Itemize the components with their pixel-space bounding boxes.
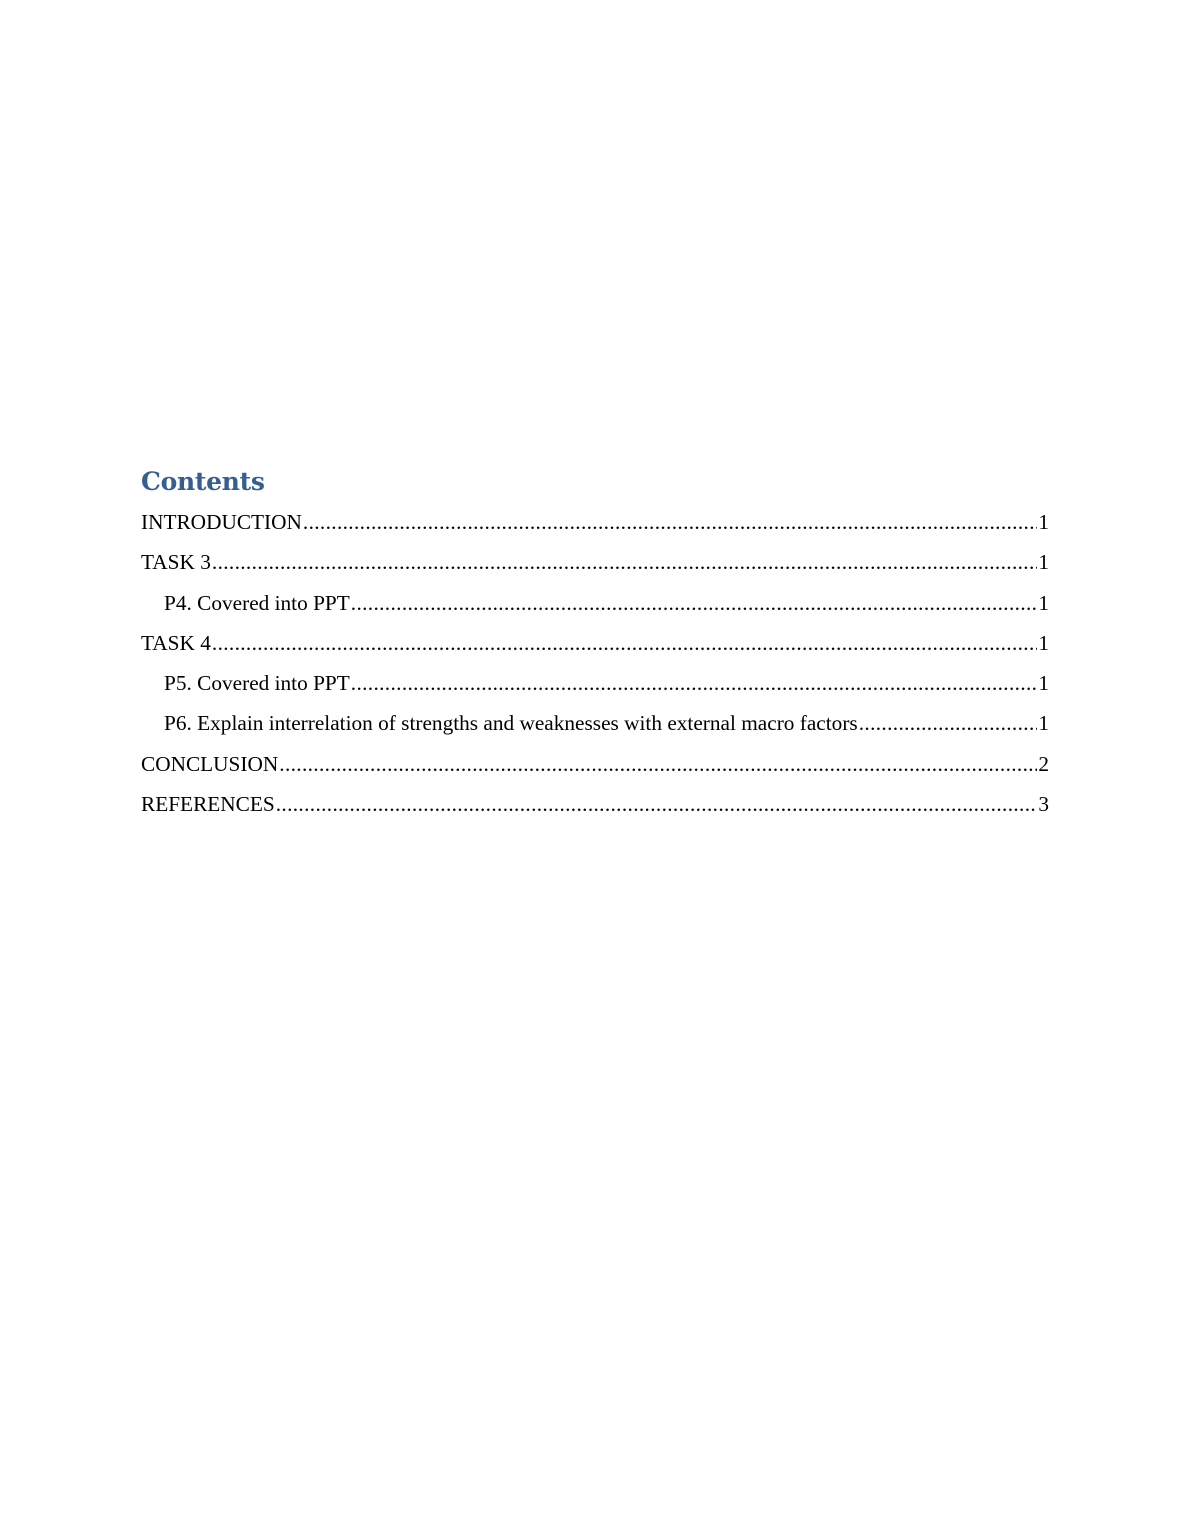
toc-entry-title: TASK 4 — [141, 630, 211, 655]
toc-entry-p4[interactable] — [141, 588, 1049, 628]
toc-page-number: 1 — [1038, 510, 1049, 534]
toc-page-number: 1 — [1038, 550, 1049, 575]
toc-dot-leader — [859, 708, 1038, 738]
toc-entry-p5[interactable] — [141, 668, 1049, 708]
toc-entry-task-3[interactable] — [141, 547, 1049, 587]
toc-page-number: 1 — [1038, 590, 1049, 615]
toc-entry-title: REFERENCES — [141, 792, 275, 817]
toc-dot-leader — [212, 628, 1037, 658]
toc-entry-task-4[interactable] — [141, 628, 1049, 668]
toc-entry-references[interactable] — [141, 789, 1049, 829]
toc-entry-title: P4. Covered into PPT — [164, 590, 350, 615]
toc-page-number: 3 — [1038, 792, 1049, 817]
toc-dot-leader — [351, 668, 1038, 698]
toc-entry-p6[interactable] — [141, 708, 1049, 748]
toc-entry-title: INTRODUCTION — [141, 510, 302, 534]
toc-entry-title: TASK 3 — [141, 550, 211, 575]
toc-dot-leader — [279, 749, 1037, 779]
toc-page-number: 1 — [1038, 671, 1049, 696]
toc-entry-introduction[interactable] — [141, 507, 1049, 547]
toc-entry-title: P6. Explain interrelation of strengths and weaknesses with external macro factors — [164, 711, 858, 736]
toc-dot-leader — [303, 507, 1037, 537]
toc-heading: Contents — [141, 467, 265, 496]
toc-page-number: 2 — [1038, 751, 1049, 776]
toc-list — [141, 507, 1049, 829]
toc-page-number: 1 — [1038, 630, 1049, 655]
toc-entry-title: P5. Covered into PPT — [164, 671, 350, 696]
toc-entry-title: CONCLUSION — [141, 751, 279, 776]
toc-page-number: 1 — [1038, 711, 1049, 736]
toc-dot-leader — [351, 588, 1038, 618]
table-of-contents — [141, 462, 1049, 829]
toc-entry-conclusion[interactable] — [141, 749, 1049, 789]
toc-dot-leader — [276, 789, 1038, 819]
toc-dot-leader — [212, 547, 1037, 577]
